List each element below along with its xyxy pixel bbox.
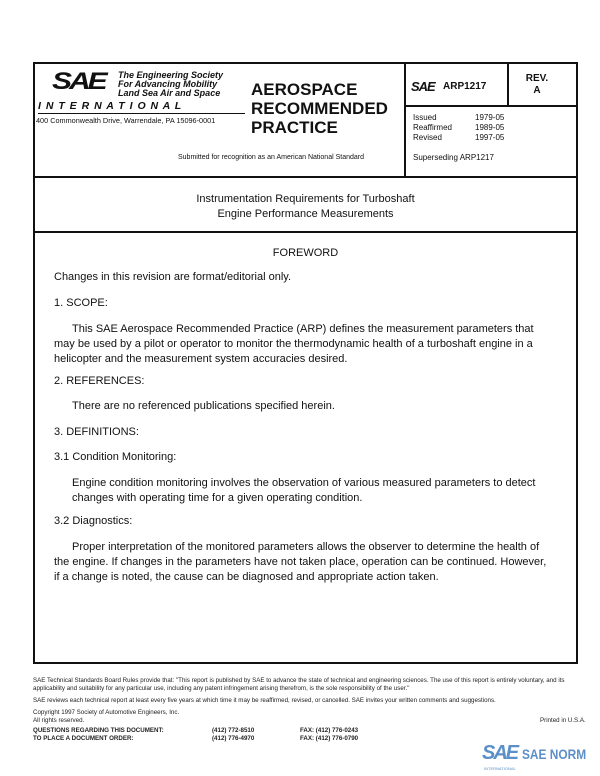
doc-type-line: AEROSPACE — [251, 80, 358, 99]
divider — [38, 113, 245, 114]
divider — [33, 176, 578, 178]
society-line: Land Sea Air and Space — [118, 88, 221, 98]
order-fax: FAX: (412) 776-0790 — [300, 735, 359, 742]
date-value: 1979-05 — [475, 113, 505, 122]
section-heading: 3.2 Diagnostics: — [54, 515, 133, 527]
section-text: There are no referenced publications specified herein. — [72, 400, 335, 412]
copyright: Copyright 1997 Society of Automotive Engineers, Inc. — [33, 709, 180, 716]
society-line: The Engineering Society — [118, 70, 224, 80]
review-text: SAE reviews each technical report at least every five years at which time it may be reaffirmed, revised, or cancelled. SAE invites your written comments and suggestions. — [33, 697, 496, 704]
policy-text: SAE Technical Standards Board Rules provide that: "This report is published by SAE to advance the state of technical and engineering sciences. The use of this report is entirely voluntary, and its applicability and suitability for any particular use, including any patent infringement arising therefrom, is the sole responsibility of the user." — [33, 677, 565, 692]
section-heading: 3.1 Condition Monitoring: — [54, 451, 177, 463]
sae-small-logo: SAE — [411, 79, 435, 94]
date-value: 1989-05 — [475, 123, 505, 132]
doc-title-line: Instrumentation Requirements for Turboshaft — [196, 193, 415, 205]
section-text: This SAE Aerospace Recommended Practice (ARP) defines the measurement parameters that may be used by a pilot or operator to monitor the thermodynamic health of a turboshaft engine in a helicopter and the measurement system accuracies desired. — [54, 323, 534, 365]
submitted-note: Submitted for recognition as an American National Standard — [178, 154, 364, 161]
doc-title-line: Engine Performance Measurements — [217, 208, 394, 220]
date-value: 1997-05 — [475, 133, 505, 142]
foreword-heading: FOREWORD — [272, 247, 339, 259]
divider — [33, 231, 578, 233]
printed: Printed in U.S.A. — [540, 717, 586, 724]
doc-number: ARP1217 — [443, 81, 487, 92]
watermark-sub: INTERNATIONAL — [484, 766, 516, 771]
watermark-text: SAE NORM — [522, 746, 587, 762]
questions-label: QUESTIONS REGARDING THIS DOCUMENT: — [33, 727, 164, 734]
rev-value: A — [533, 85, 541, 96]
questions-fax: FAX: (412) 776-0243 — [300, 727, 359, 734]
section-heading: 1. SCOPE: — [54, 297, 108, 309]
watermark-logo: SAE — [482, 742, 518, 764]
superseding: Superseding ARP1217 — [413, 153, 494, 162]
section-text: Proper interpretation of the monitored parameters allows the observer to determine the health of the engine. If changes in the parameters have not taken place, operation can be continued. However, if a change is noted, the cause can be diagnosed and appropriate action taken. — [54, 541, 547, 583]
doc-type-line: PRACTICE — [251, 118, 338, 137]
sae-logo: SAE — [52, 68, 105, 95]
divider — [404, 105, 578, 107]
section-text: Engine condition monitoring involves the observation of various measured parameters to detect changes with operating time for a given operating condition. — [72, 477, 536, 504]
foreword-text: Changes in this revision are format/editorial only. — [54, 271, 292, 283]
rights: All rights reserved. — [33, 717, 85, 724]
rev-label: REV. — [525, 73, 549, 84]
order-label: TO PLACE A DOCUMENT ORDER: — [33, 735, 134, 742]
society-line: For Advancing Mobility — [118, 79, 218, 89]
questions-phone: (412) 772-8510 — [212, 727, 255, 734]
section-heading: 3. DEFINITIONS: — [54, 426, 139, 438]
date-label: Issued — [413, 113, 437, 122]
date-label: Reaffirmed — [413, 123, 452, 132]
doc-type-line: RECOMMENDED — [251, 99, 388, 118]
address: 400 Commonwealth Drive, Warrendale, PA 15096-0001 — [36, 116, 216, 125]
date-label: Revised — [413, 133, 442, 142]
divider — [507, 62, 509, 106]
section-heading: 2. REFERENCES: — [54, 375, 145, 387]
international-label: I N T E R N A T I O N A L — [38, 100, 183, 112]
order-phone: (412) 776-4970 — [212, 735, 255, 742]
divider — [404, 62, 406, 177]
